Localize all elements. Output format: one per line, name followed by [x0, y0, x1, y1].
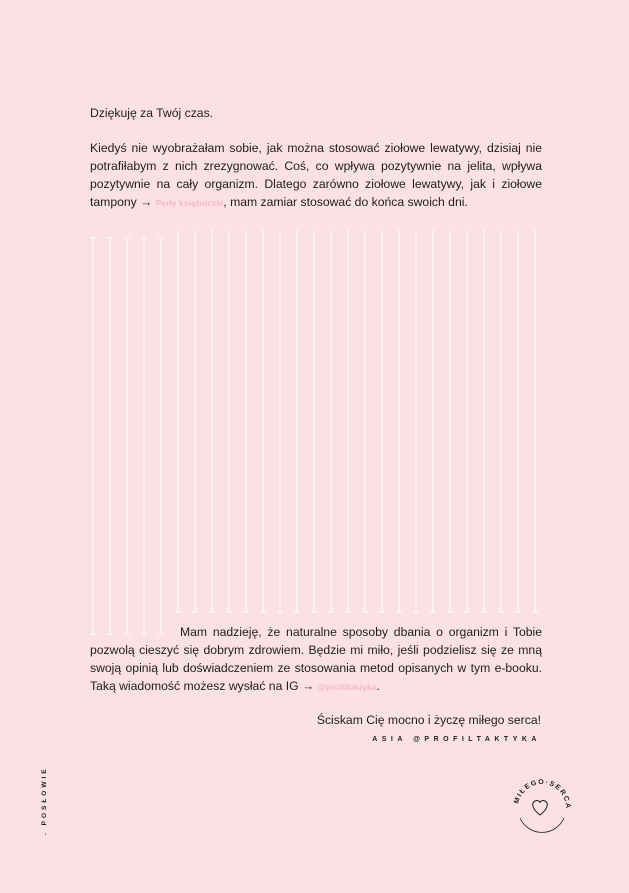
intro-paragraph [90, 139, 542, 212]
signoff: Ściskam Cię mocno i życzę miłego serca! [316, 713, 541, 727]
perly-ksiezniczki-link[interactable]: Perły księżniczki [155, 198, 224, 208]
hope-text: Mam nadzieję, że naturalne sposoby dbania o organizm i Tobie pozwolą cieszyć się dobrym zdrowiem. Będzie mi miło, jeśli podzielisz się ze mną swoją opinią lub doświadczeniem ze stosowania metod opisanych w tym e-booku. Taką wiadomość możesz wysłać na IG → [90, 625, 542, 693]
seal-text: MIŁEGO·SERCA [513, 778, 572, 810]
milego-serca-seal [510, 774, 574, 838]
intro-text-end: , mam zamiar stosować do końca swoich dni. [223, 195, 468, 209]
heart-icon [533, 800, 548, 815]
section-label: . POSŁOWIE [41, 766, 48, 835]
intro-text: Kiedyś nie wyobrażałam sobie, jak można stosować ziołowe lewatywy, dzisiaj nie potrafiłabym z nich zrezygnować. Coś, co wpływa pozytywnie na jelita, wpływa pozytywnie na cały organizm. Dlatego zarówno ziołowe lewatywy, jak i ziołowe tampony → [90, 141, 542, 209]
hope-text-end: . [376, 679, 380, 693]
author-handle: ASIA @PROFILTAKTYKA [372, 736, 541, 743]
hope-paragraph [90, 623, 542, 696]
svg-text:MIŁEGO·SERCA [513, 779, 571, 810]
profiltaktyka-link[interactable]: @profiltaktyka [317, 682, 377, 692]
thanks-paragraph: Dziękuję za Twój czas. [90, 106, 214, 120]
decorative-vertical-lines [90, 230, 550, 640]
